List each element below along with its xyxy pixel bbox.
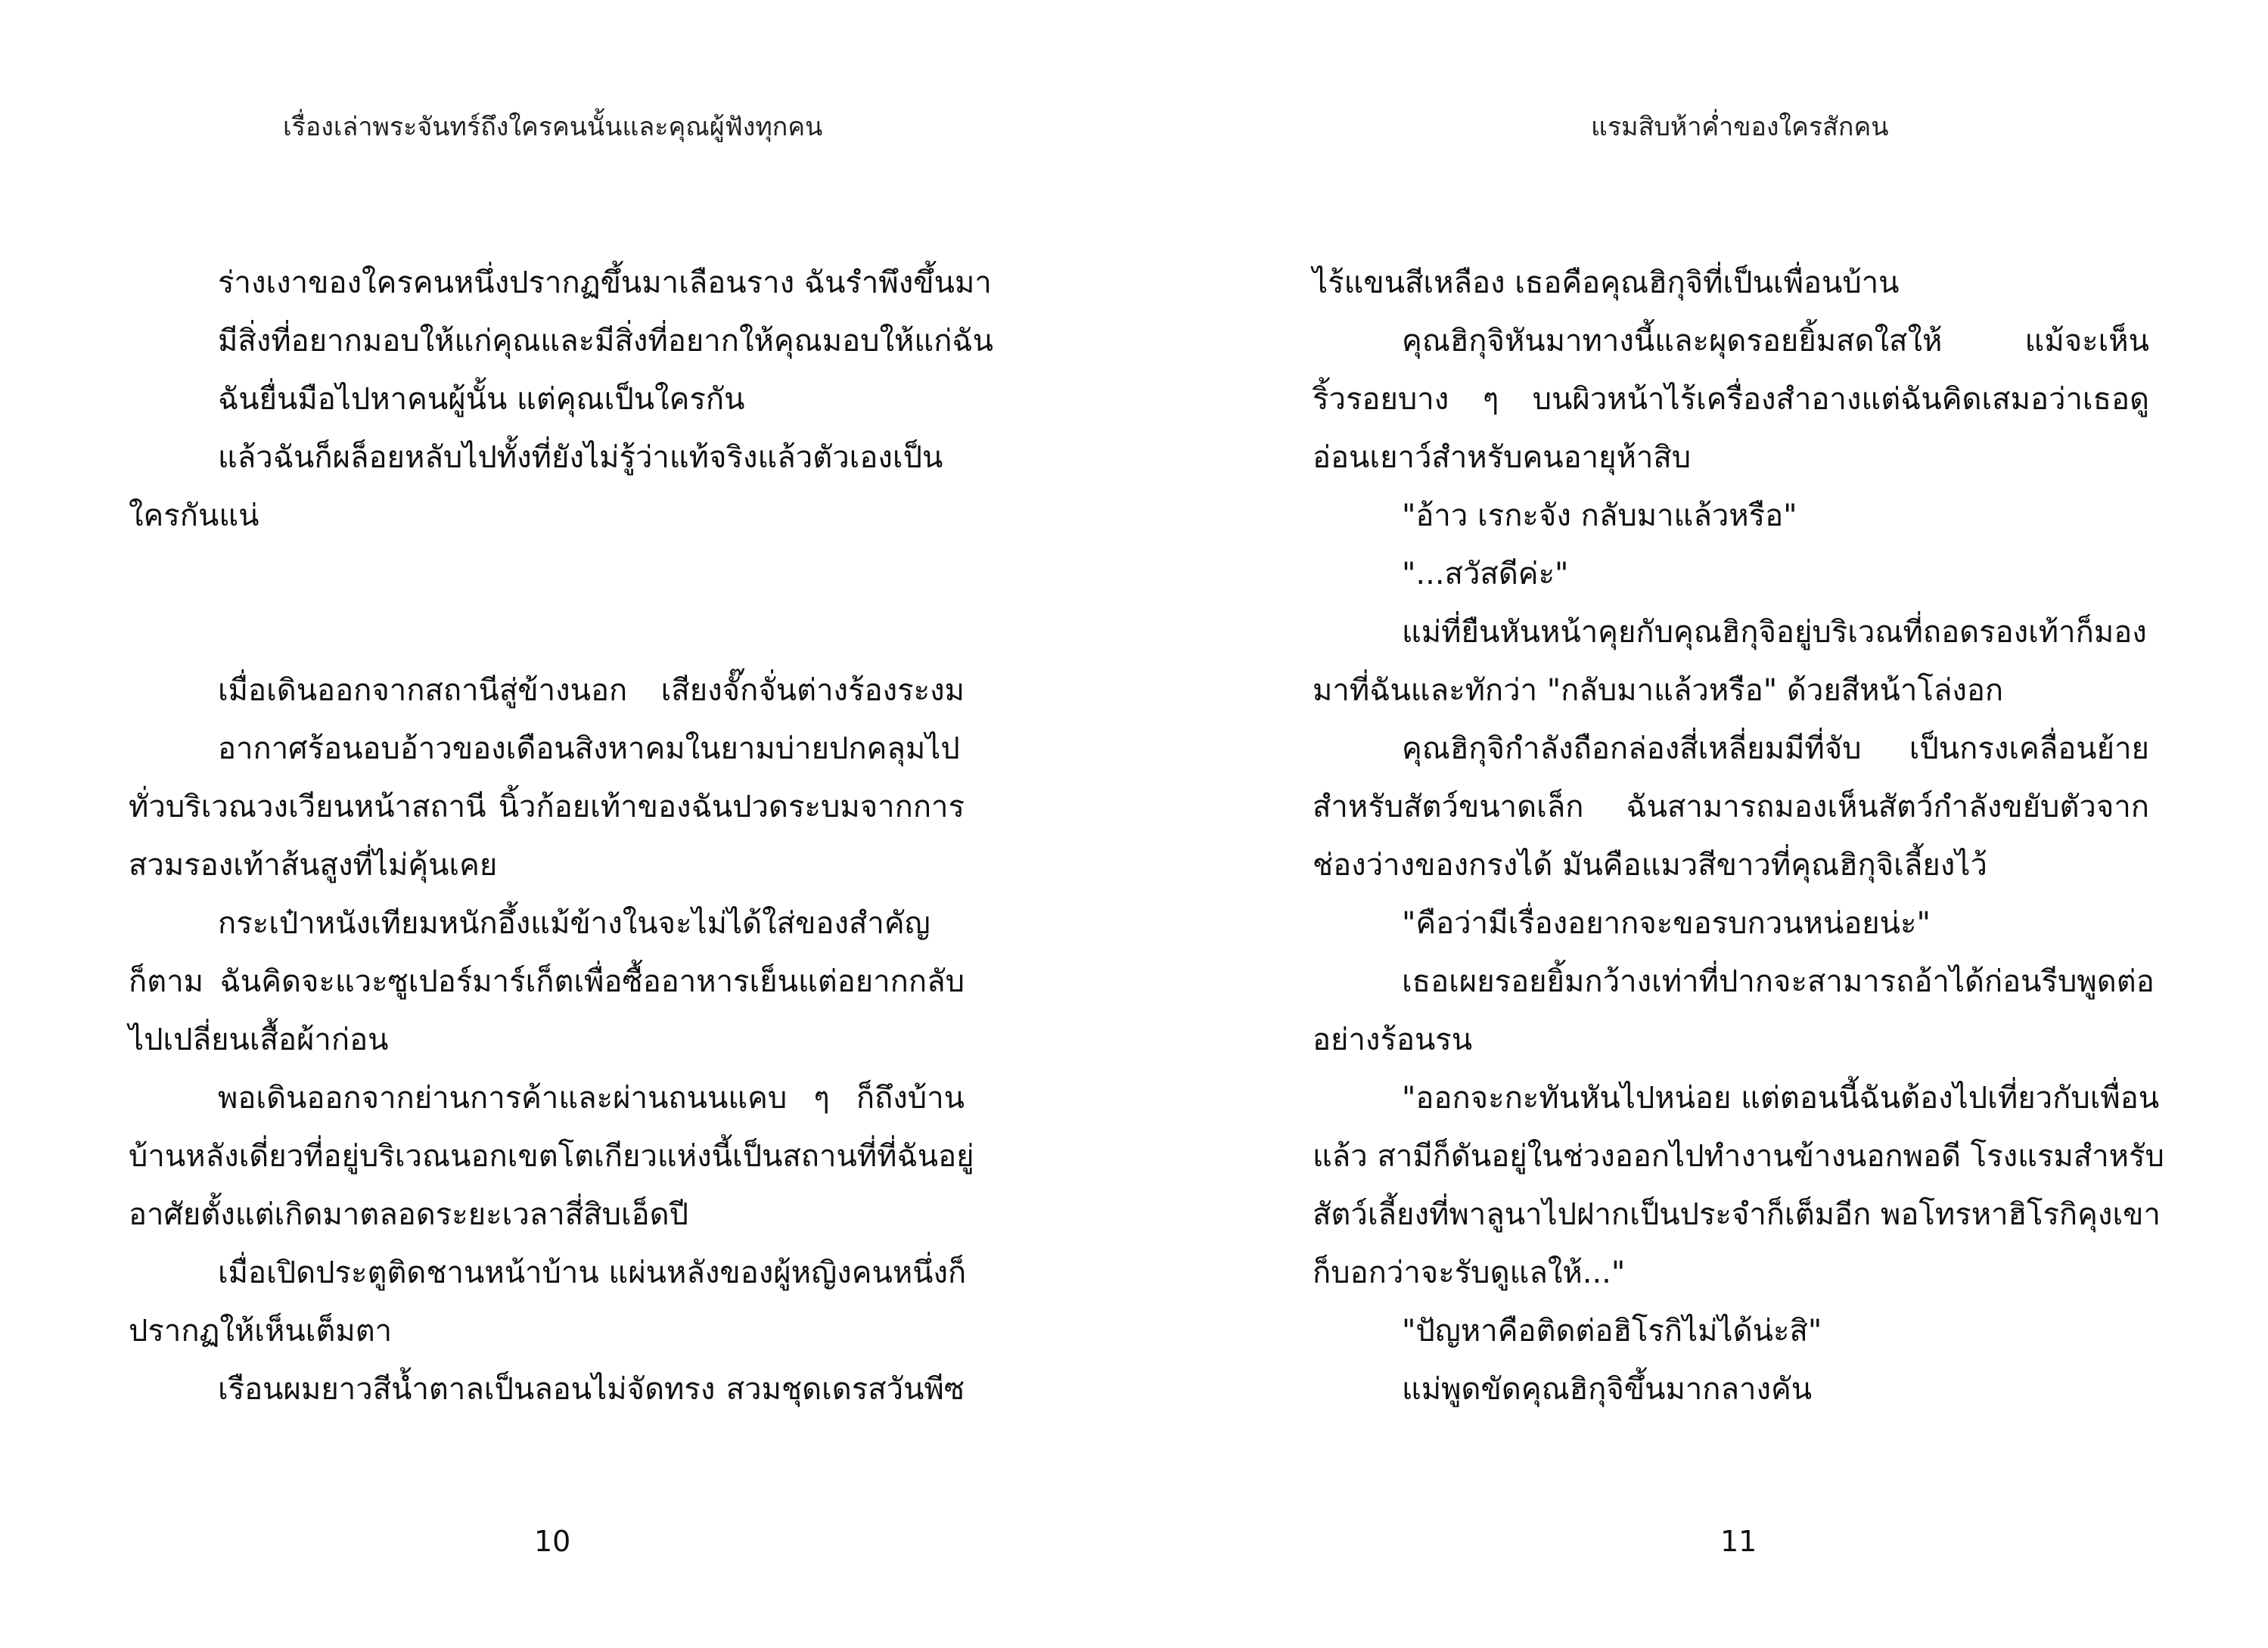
text-line: สำหรับสัตว์ขนาดเล็ก ฉันสามารถมองเห็นสัตว์กำลังขยับตัวจาก	[1313, 790, 2149, 824]
text-line: "ออกจะกะทันหันไปหน่อย แต่ตอนนี้ฉันต้องไปเที่ยวกับเพื่อน	[1402, 1081, 2160, 1116]
text-line: คุณฮิกุจิกำลังถือกล่องสี่เหลี่ยมมีที่จับ เป็นกรงเคลื่อนย้าย	[1402, 731, 2149, 766]
running-head-right: แรมสิบห้าค่ำของใครสักคน	[1591, 112, 1889, 142]
text-line: เมื่อเดินออกจากสถานีสู่ข้างนอก เสียงจั๊กจั่นต่างร้องระงม	[218, 673, 965, 708]
text-line: ก็ตาม ฉันคิดจะแวะซูเปอร์มาร์เก็ตเพื่อซื้ออาหารเย็นแต่อยากกลับ	[129, 964, 965, 999]
text-line: "คือว่ามีเรื่องอยากจะขอรบกวนหน่อยน่ะ"	[1402, 906, 1931, 941]
text-line: ทั่วบริเวณวงเวียนหน้าสถานี นิ้วก้อยเท้าของฉันปวดระบมจากการ	[129, 790, 965, 824]
text-line: มาที่ฉันและทักว่า "กลับมาแล้วหรือ" ด้วยสีหน้าโล่งอก	[1313, 673, 2004, 708]
text-line: สวมรองเท้าส้นสูงที่ไม่คุ้นเคย	[129, 848, 498, 883]
text-line: แม่พูดขัดคุณฮิกุจิขึ้นมากลางคัน	[1402, 1372, 1813, 1407]
text-line: ไปเปลี่ยนเสื้อผ้าก่อน	[129, 1023, 389, 1057]
text-line: แล้วฉันก็ผล็อยหลับไปทั้งที่ยังไม่รู้ว่าแท้จริงแล้วตัวเองเป็น	[218, 440, 943, 475]
scene-break	[129, 545, 965, 604]
text-line: ไร้แขนสีเหลือง เธอคือคุณฮิกุจิที่เป็นเพื่อนบ้าน	[1313, 265, 1900, 300]
text-line: อย่างร้อนรน	[1313, 1023, 1473, 1057]
text-line: เมื่อเปิดประตูติดชานหน้าบ้าน แผ่นหลังของผู้หญิงคนหนึ่งก็	[218, 1255, 967, 1290]
text-line: ช่องว่างของกรงได้ มันคือแมวสีขาวที่คุณฮิกุจิเลี้ยงไว้	[1313, 848, 1987, 883]
text-line: พอเดินออกจากย่านการค้าและผ่านถนนแคบ ๆ ก็ถึงบ้าน	[218, 1081, 965, 1116]
right-page	[1134, 0, 2268, 1648]
text-line: กระเป๋าหนังเทียมหนักอึ้งแม้ข้างในจะไม่ได้ใส่ของสำคัญ	[218, 906, 931, 941]
text-line: มีสิ่งที่อยากมอบให้แก่คุณและมีสิ่งที่อยากให้คุณมอบให้แก่ฉัน	[218, 324, 993, 358]
text-line: แม่ที่ยืนหันหน้าคุยกับคุณฮิกุจิอยู่บริเวณที่ถอดรองเท้าก็มอง	[1402, 615, 2147, 650]
running-head-left: เรื่องเล่าพระจันทร์ถึงใครคนนั้นและคุณผู้ฟังทุกคน	[283, 112, 823, 142]
text-line: ร่างเงาของใครคนหนึ่งปรากฏขึ้นมาเลือนราง ฉันรำพึงขึ้นมา	[218, 265, 992, 300]
page-number-left: 10	[534, 1525, 571, 1558]
text-line: "...สวัสดีค่ะ"	[1402, 557, 1569, 591]
text-line: อาศัยตั้งแต่เกิดมาตลอดระยะเวลาสี่สิบเอ็ดปี	[129, 1197, 689, 1232]
text-line: เธอเผยรอยยิ้มกว้างเท่าที่ปากจะสามารถอ้าได้ก่อนรีบพูดต่อ	[1402, 964, 2155, 999]
scene-break	[129, 604, 965, 662]
left-page-body	[129, 254, 993, 1419]
text-line: "อ้าว เรกะจัง กลับมาแล้วหรือ"	[1402, 498, 1797, 533]
text-line: ปรากฏให้เห็นเต็มตา	[129, 1314, 393, 1349]
text-line: ใครกันแน่	[129, 498, 259, 533]
text-line: อ่อนเยาว์สำหรับคนอายุห้าสิบ	[1313, 440, 1692, 475]
text-line: ก็บอกว่าจะรับดูแลให้..."	[1313, 1255, 1626, 1290]
text-line: เรือนผมยาวสีน้ำตาลเป็นลอนไม่จัดทรง สวมชุดเดรสวันพีซ	[218, 1372, 965, 1407]
text-line: บ้านหลังเดี่ยวที่อยู่บริเวณนอกเขตโตเกียวแห่งนี้เป็นสถานที่ที่ฉันอยู่	[129, 1139, 974, 1174]
text-line: อากาศร้อนอบอ้าวของเดือนสิงหาคมในยามบ่ายปกคลุมไป	[218, 731, 960, 766]
text-line: "ปัญหาคือติดต่อฮิโรกิไม่ได้น่ะสิ"	[1402, 1314, 1822, 1349]
text-line: แล้ว สามีก็ดันอยู่ในช่วงออกไปทำงานข้างนอกพอดี โรงแรมสำหรับ	[1313, 1139, 2164, 1174]
right-page-body	[1313, 254, 2164, 1419]
text-line: คุณฮิกุจิหันมาทางนี้และผุดรอยยิ้มสดใสให้ แม้จะเห็น	[1402, 324, 2149, 358]
text-line: ริ้วรอยบาง ๆ บนผิวหน้าไร้เครื่องสำอางแต่ฉันคิดเสมอว่าเธอดู	[1313, 382, 2149, 417]
text-line: สัตว์เลี้ยงที่พาลูนาไปฝากเป็นประจำก็เต็มอีก พอโทรหาฮิโรกิคุงเขา	[1313, 1197, 2161, 1232]
text-line: ฉันยื่นมือไปหาคนผู้นั้น แต่คุณเป็นใครกัน	[218, 382, 745, 417]
page-number-right: 11	[1720, 1525, 1757, 1558]
